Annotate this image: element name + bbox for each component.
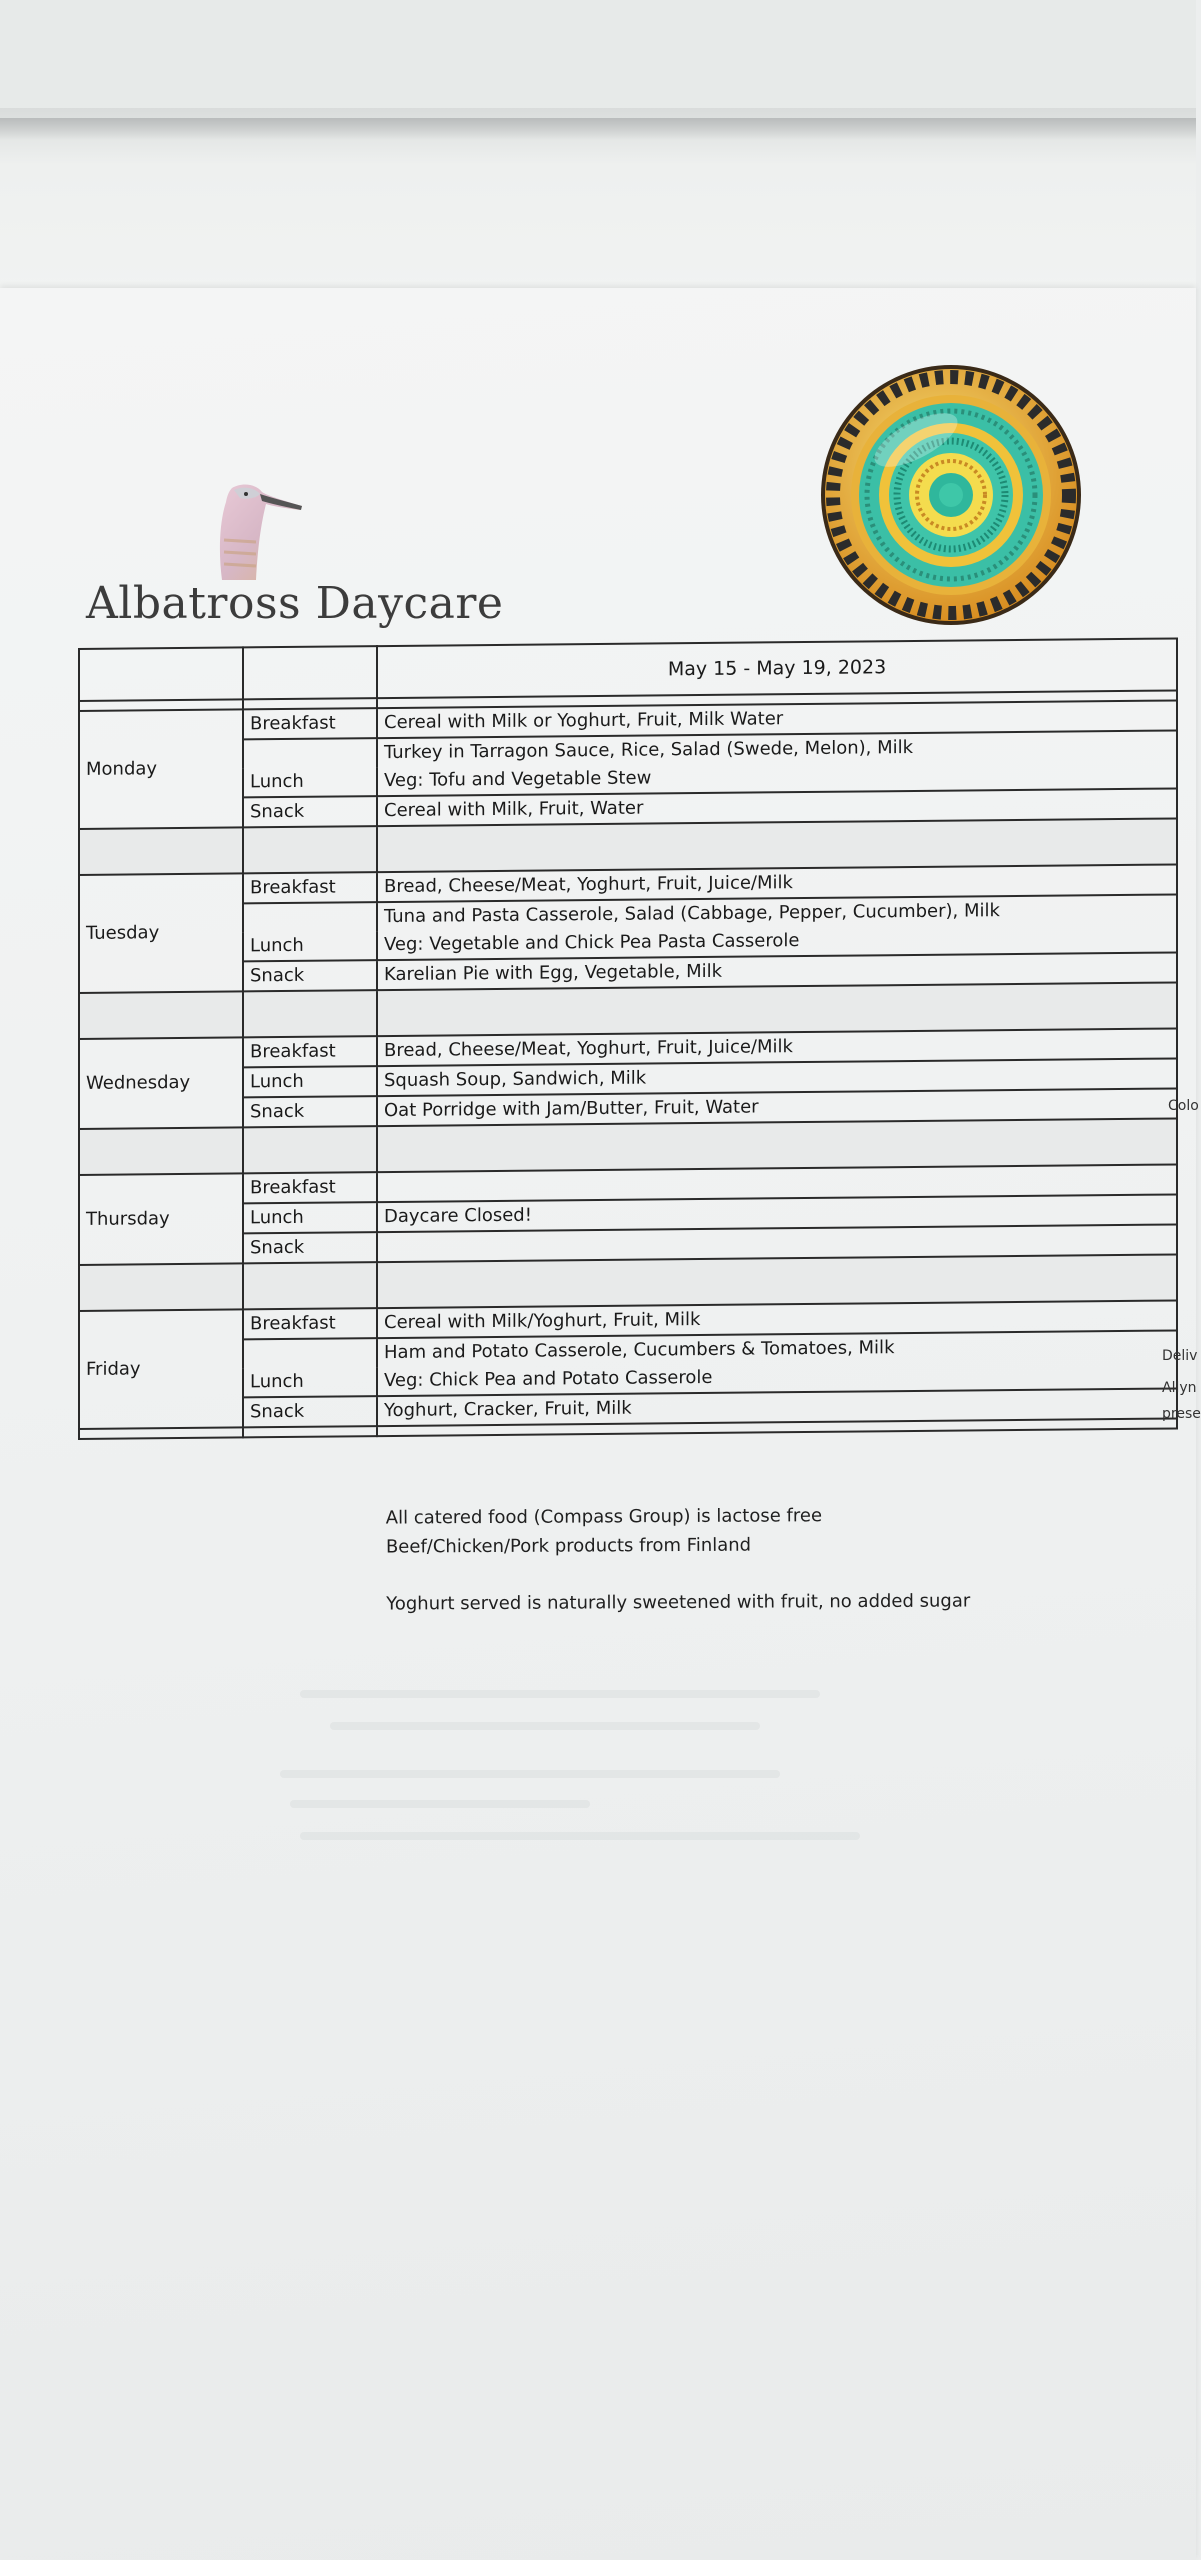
- show-through: [330, 1722, 760, 1730]
- meal-label: Snack: [243, 960, 377, 991]
- meal-label: Lunch: [243, 1338, 377, 1397]
- day-label: Friday: [79, 1309, 243, 1429]
- menu-item: Veg: Tofu and Vegetable Stew: [377, 759, 1177, 796]
- show-through: [280, 1770, 780, 1778]
- meal-label: Breakfast: [243, 872, 377, 903]
- menu-notes: [386, 1500, 971, 1618]
- meal-label: Snack: [243, 1232, 377, 1263]
- albatross-icon: [212, 480, 312, 590]
- meal-label: Breakfast: [243, 708, 377, 739]
- meal-label: Breakfast: [243, 1172, 377, 1203]
- show-through: [300, 1690, 820, 1698]
- day-label: Monday: [79, 709, 243, 829]
- meal-label: Lunch: [243, 1066, 377, 1097]
- menu-item: Veg: Vegetable and Chick Pea Pasta Casserole: [377, 923, 1177, 960]
- menu-item: Yoghurt, Cracker, Fruit, Milk: [377, 1388, 1177, 1426]
- brand-name: Albatross Daycare: [86, 578, 504, 629]
- side-note: Colo: [1168, 1098, 1199, 1114]
- menu-item: Daycare Closed!: [377, 1194, 1177, 1232]
- menu-item: Cereal with Milk, Fruit, Water: [377, 788, 1177, 826]
- menu-item: Cereal with Milk/Yoghurt, Fruit, Milk: [377, 1300, 1177, 1338]
- side-note: Allyn: [1162, 1380, 1197, 1396]
- menu-item: Turkey in Tarragon Sauce, Rice, Salad (Swede, Melon), Milk: [377, 730, 1177, 767]
- meal-label: Breakfast: [243, 1036, 377, 1067]
- menu-item: Bread, Cheese/Meat, Yoghurt, Fruit, Juice/Milk: [377, 1028, 1177, 1066]
- date-range: May 15 - May 19, 2023: [377, 638, 1177, 698]
- menu-item: Cereal with Milk or Yoghurt, Fruit, Milk Water: [377, 700, 1177, 738]
- menu-item: Bread, Cheese/Meat, Yoghurt, Fruit, Juice/Milk: [377, 864, 1177, 902]
- meal-label: Lunch: [243, 738, 377, 797]
- background-top: [0, 0, 1196, 120]
- background-shadow: [0, 118, 1196, 140]
- meal-label: Snack: [243, 796, 377, 827]
- day-label: Tuesday: [79, 873, 243, 993]
- note-line: Beef/Chicken/Pork products from Finland: [385, 1534, 752, 1558]
- mandala-magnet-icon: [818, 362, 1084, 628]
- menu-item: Oat Porridge with Jam/Butter, Fruit, Water: [377, 1088, 1177, 1126]
- meal-label: Breakfast: [243, 1308, 377, 1339]
- show-through: [290, 1800, 590, 1808]
- day-label: Wednesday: [79, 1037, 243, 1129]
- meal-label: Snack: [243, 1396, 377, 1427]
- menu-item: Tuna and Pasta Casserole, Salad (Cabbage, Pepper, Cucumber), Milk: [377, 894, 1177, 931]
- menu-table: [78, 637, 1178, 1480]
- note-line: All catered food (Compass Group) is lactose free: [385, 1505, 823, 1529]
- side-note: prese: [1162, 1406, 1201, 1422]
- side-note: Deliv: [1162, 1348, 1198, 1364]
- meal-label: Lunch: [243, 1202, 377, 1233]
- meal-label: Snack: [243, 1096, 377, 1127]
- menu-item: Squash Soup, Sandwich, Milk: [377, 1058, 1177, 1096]
- note-line: Yoghurt served is naturally sweetened with fruit, no added sugar: [386, 1590, 971, 1615]
- menu-item: Karelian Pie with Egg, Vegetable, Milk: [377, 952, 1177, 990]
- show-through: [300, 1832, 860, 1840]
- meal-label: Lunch: [243, 902, 377, 961]
- menu-item: Veg: Chick Pea and Potato Casserole: [377, 1359, 1177, 1396]
- day-label: Thursday: [79, 1173, 243, 1265]
- menu-item: Ham and Potato Casserole, Cucumbers & Tomatoes, Milk: [377, 1330, 1177, 1367]
